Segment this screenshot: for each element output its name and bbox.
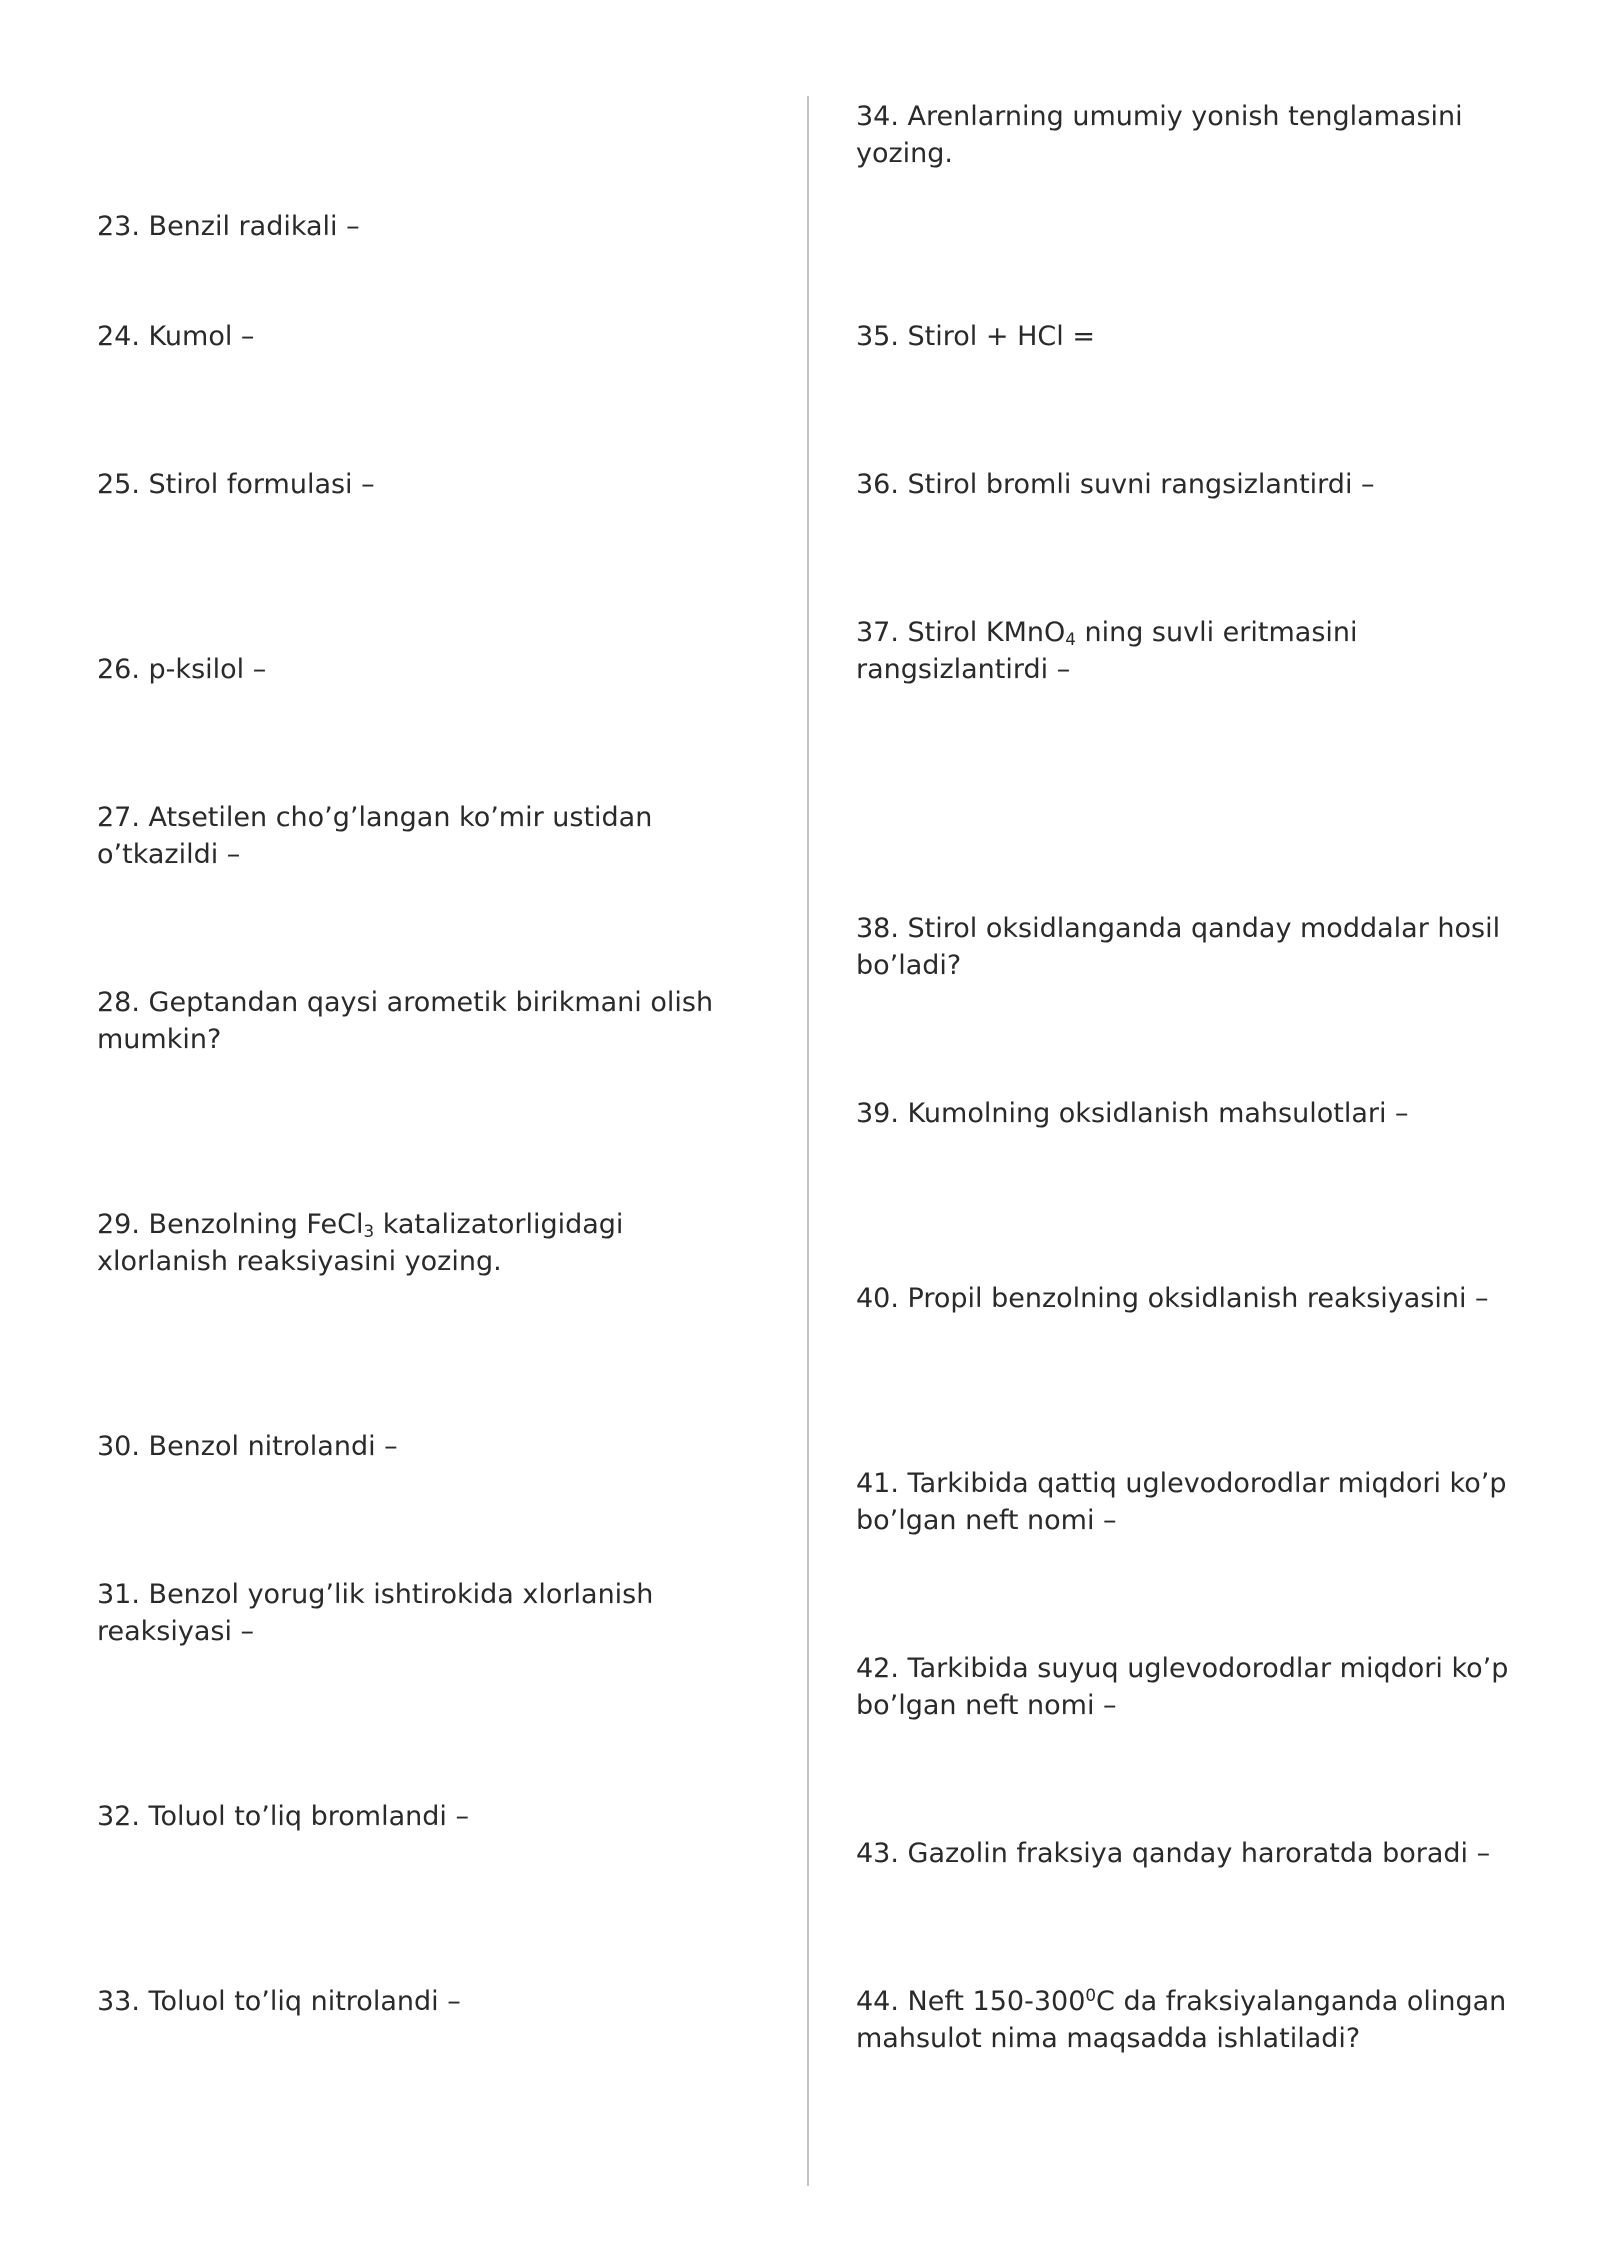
question-35: 35. Stirol + HCl = <box>856 321 1095 352</box>
question-24: 24. Kumol – <box>97 321 255 352</box>
question-27: 27. Atsetilen cho’g’langan ko’mir ustidan o’tkazildi – <box>97 802 653 870</box>
question-36: 36. Stirol bromli suvni rangsizlantirdi – <box>856 469 1375 500</box>
question-39: 39. Kumolning oksidlanish mahsulotlari – <box>856 1098 1409 1129</box>
question-30: 30. Benzol nitrolandi – <box>97 1431 398 1462</box>
question-37: 37. Stirol KMnO$_4$ ning suvli eritmasini rangsizlantirdi – <box>856 617 1358 685</box>
question-25: 25. Stirol formulasi – <box>97 469 375 500</box>
question-34: 34. Arenlarning umumiy yonish tenglamasini yozing. <box>856 101 1463 169</box>
question-43: 43. Gazolin fraksiya qanday haroratda boradi – <box>856 1838 1491 1869</box>
question-41: 41. Tarkibida qattiq uglevodorodlar miqdori ko’p bo’lgan neft nomi – <box>856 1468 1507 1536</box>
question-33: 33. Toluol to’liq nitrolandi – <box>97 1986 461 2017</box>
question-28: 28. Geptandan qaysi arometik birikmani olish mumkin? <box>97 987 714 1055</box>
question-31: 31. Benzol yorug’lik ishtirokida xlorlanish reaksiyasi – <box>97 1579 654 1647</box>
question-26: 26. p-ksilol – <box>97 654 267 685</box>
column-divider <box>807 96 809 2186</box>
question-40: 40. Propil benzolning oksidlanish reaksiyasini – <box>856 1283 1489 1314</box>
question-44: 44. Neft $150-300^0C$ da fraksiyalanganda olingan mahsulot nima maqsadda ishlatiladi? <box>856 1984 1507 2054</box>
question-42: 42. Tarkibida suyuq uglevodorodlar miqdori ko’p bo’lgan neft nomi – <box>856 1653 1509 1721</box>
question-38: 38. Stirol oksidlanganda qanday moddalar hosil bo’ladi? <box>856 913 1501 981</box>
question-32: 32. Toluol to’liq bromlandi – <box>97 1801 469 1832</box>
question-29: 29. Benzolning FeCl$_3$ katalizatorligidagi xlorlanish reaksiyasini yozing. <box>97 1209 624 1277</box>
question-23: 23. Benzil radikali – <box>97 211 360 242</box>
